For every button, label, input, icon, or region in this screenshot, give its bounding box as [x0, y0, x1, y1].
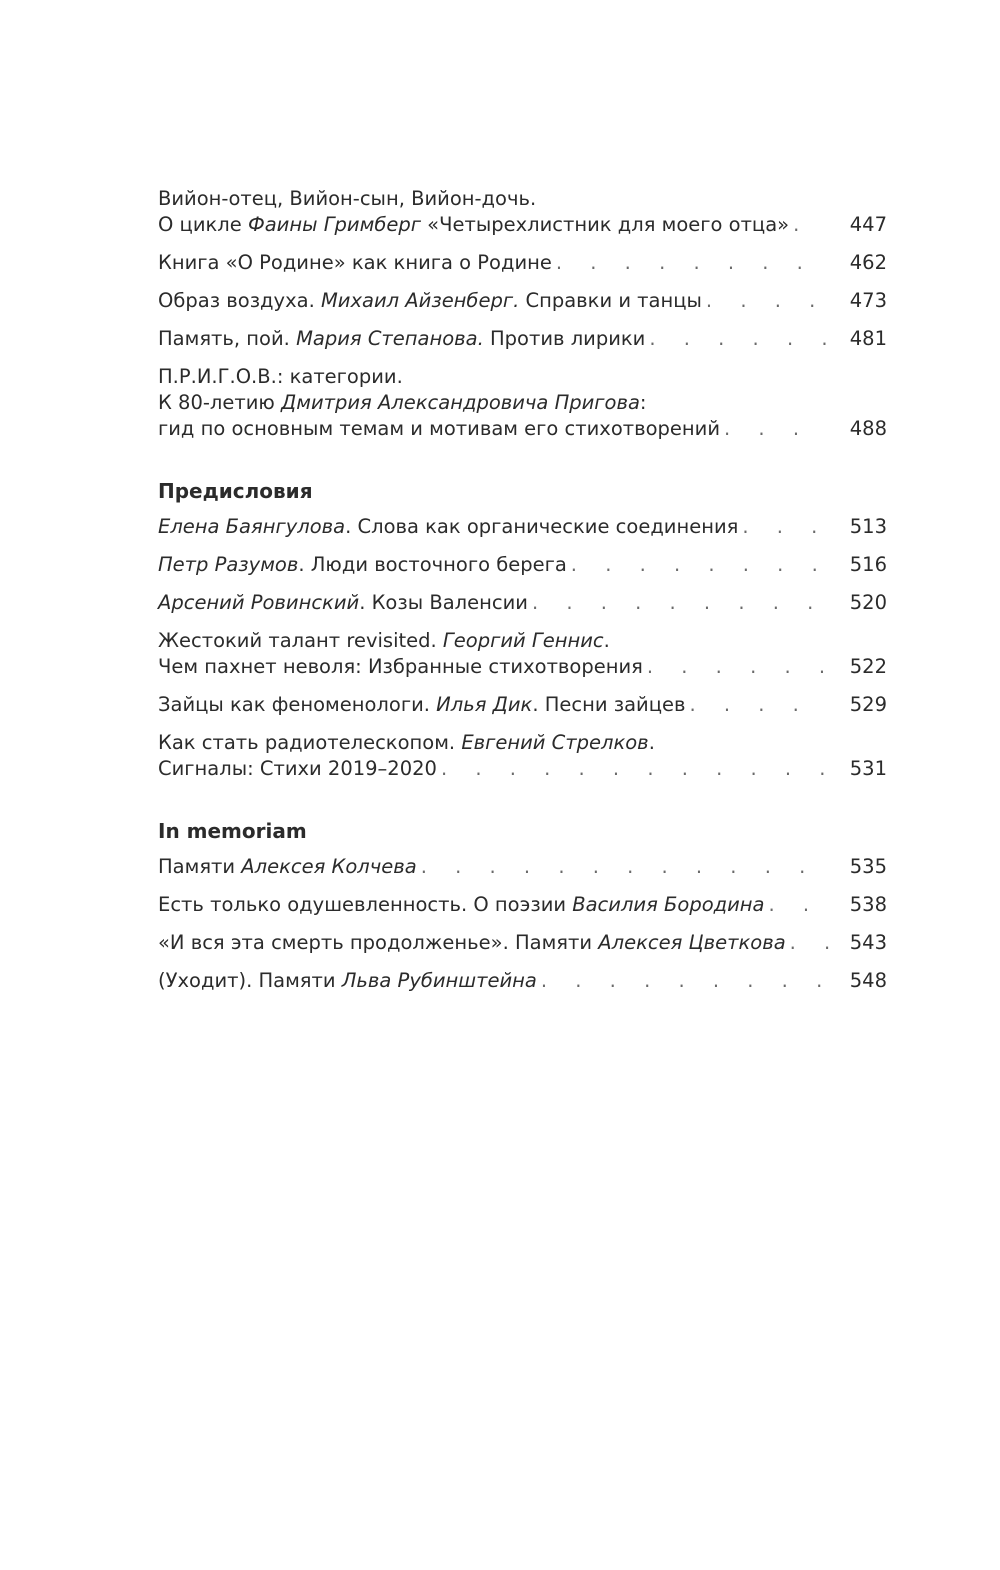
toc-entry-last-line — [158, 212, 887, 238]
entry-title-line — [158, 590, 528, 616]
entry-text-run: К 80-летию — [158, 391, 281, 414]
dot-leader — [765, 892, 830, 918]
page-number: 535 — [849, 855, 887, 878]
page-number: 543 — [849, 931, 887, 954]
entry-text-run: Вийон-отец, Вийон-сын, Вийон-дочь. — [158, 187, 537, 210]
toc-entry-last-line — [158, 250, 887, 276]
page-number: 473 — [849, 289, 887, 312]
toc-entry[interactable] — [158, 930, 887, 956]
entry-title-line — [158, 514, 738, 540]
toc-entry[interactable] — [158, 326, 887, 352]
entry-text-run: Памяти — [158, 855, 242, 878]
entry-text-run: О цикле — [158, 213, 248, 236]
page-number: 548 — [849, 969, 887, 992]
author-name: Фаины Гримберг — [247, 213, 421, 236]
toc-entry-last-line — [158, 416, 887, 442]
dot-leader — [437, 756, 829, 782]
toc-entry-last-line — [158, 854, 887, 880]
entry-title-line — [158, 416, 720, 442]
author-name: Петр Разумов — [158, 553, 299, 576]
section-heading: In memoriam — [158, 819, 307, 843]
author-name: Льва Рубинштейна — [341, 969, 537, 992]
entry-text-run: Как стать радиотелескопом. — [158, 731, 462, 754]
dot-leader — [643, 654, 829, 680]
entry-text-run: . — [648, 731, 655, 754]
toc-entry[interactable] — [158, 250, 887, 276]
toc-section — [158, 818, 887, 994]
toc-section — [158, 186, 887, 442]
dot-leader — [789, 212, 829, 238]
entry-text-run: Жестокий талант revisited. — [158, 629, 443, 652]
dot-leader — [685, 692, 829, 718]
toc-entry-last-line — [158, 654, 887, 680]
entry-text-run: . Козы Валенсии — [359, 591, 528, 614]
page-number: 529 — [849, 693, 887, 716]
dot-leader — [702, 288, 829, 314]
toc-entry[interactable] — [158, 186, 887, 238]
entry-text-run: (Уходит). Памяти — [158, 969, 342, 992]
entry-text-run: Есть только одушевленность. О поэзии — [158, 893, 573, 916]
entry-title-line — [158, 968, 537, 994]
dot-leader — [786, 930, 829, 956]
toc-section — [158, 478, 887, 782]
toc-entry[interactable] — [158, 892, 887, 918]
toc-entry[interactable] — [158, 854, 887, 880]
entry-title-line — [158, 654, 643, 680]
entry-title-line — [158, 212, 789, 238]
entry-text-run: Против лирики — [483, 327, 646, 350]
entry-title-line — [158, 892, 765, 918]
author-name: Михаил Айзенберг. — [320, 289, 520, 312]
toc-entry[interactable] — [158, 628, 887, 680]
toc-entry[interactable] — [158, 692, 887, 718]
author-name: Георгий Геннис — [442, 629, 604, 652]
entry-title-line — [158, 756, 437, 782]
author-name: Евгений Стрелков — [461, 731, 649, 754]
author-name: Алексея Колчева — [241, 855, 417, 878]
entry-text-run: П.Р.И.Г.О.В.: категории. — [158, 365, 403, 388]
table-of-contents — [158, 186, 887, 1006]
entry-text-run: «Четырехлистник для моего отца» — [420, 213, 790, 236]
author-name: Илья Дик — [436, 693, 533, 716]
entry-text-run: «И вся эта смерть продолженье». Памяти — [158, 931, 599, 954]
entry-text-run: Память, пой. — [158, 327, 297, 350]
toc-entry-last-line — [158, 552, 887, 578]
toc-entry-last-line — [158, 756, 887, 782]
author-name: Арсений Ровинский — [158, 591, 360, 614]
toc-entry[interactable] — [158, 968, 887, 994]
toc-entry-last-line — [158, 288, 887, 314]
entry-title-line — [158, 186, 887, 212]
entry-title-line — [158, 730, 887, 756]
toc-entry[interactable] — [158, 730, 887, 782]
dot-leader — [417, 854, 829, 880]
dot-leader — [537, 968, 829, 994]
page-number: 516 — [849, 553, 887, 576]
entry-text-run: Зайцы как феноменологи. — [158, 693, 437, 716]
toc-entry[interactable] — [158, 514, 887, 540]
entry-text-run: гид по основным темам и мотивам его стихотворений — [158, 417, 721, 440]
entry-title-line — [158, 692, 685, 718]
page-number: 513 — [849, 515, 887, 538]
page-number: 531 — [849, 757, 887, 780]
toc-entry[interactable] — [158, 288, 887, 314]
entry-text-run: Сигналы: Стихи 2019–2020 — [158, 757, 437, 780]
entry-title-line — [158, 930, 786, 956]
entry-text-run: Чем пахнет неволя: Избранные стихотворения — [158, 655, 643, 678]
entry-title-line — [158, 288, 702, 314]
entry-text-run: Книга «О Родине» как книга о Родине — [158, 251, 552, 274]
section-heading: Предисловия — [158, 479, 313, 503]
page-number: 488 — [849, 417, 887, 440]
toc-entry-last-line — [158, 930, 887, 956]
page-number: 481 — [849, 327, 887, 350]
page-number: 462 — [849, 251, 887, 274]
entry-title-line — [158, 326, 645, 352]
entry-title-line — [158, 364, 887, 390]
page-number: 447 — [849, 213, 887, 236]
toc-entry-last-line — [158, 514, 887, 540]
author-name: Мария Степанова. — [296, 327, 484, 350]
toc-entry[interactable] — [158, 552, 887, 578]
entry-text-run: Образ воздуха. — [158, 289, 321, 312]
toc-entry-last-line — [158, 892, 887, 918]
entry-text-run: : — [639, 391, 647, 414]
toc-entry[interactable] — [158, 590, 887, 616]
entry-text-run: . Песни зайцев — [532, 693, 686, 716]
dot-leader — [720, 416, 829, 442]
author-name: Елена Баянгулова — [158, 515, 346, 538]
dot-leader — [552, 250, 829, 276]
toc-entry-last-line — [158, 968, 887, 994]
dot-leader — [567, 552, 829, 578]
page-number: 522 — [849, 655, 887, 678]
author-name: Василия Бородина — [572, 893, 765, 916]
page-number: 538 — [849, 893, 887, 916]
entry-title-line — [158, 628, 887, 654]
toc-entry-last-line — [158, 326, 887, 352]
entry-title-line — [158, 552, 567, 578]
entry-title-line — [158, 250, 552, 276]
dot-leader — [645, 326, 829, 352]
dot-leader — [528, 590, 829, 616]
author-name: Дмитрия Александровича Пригова — [281, 391, 640, 414]
entry-title-line — [158, 854, 417, 880]
entry-text-run: . Люди восточного берега — [298, 553, 567, 576]
entry-text-run: . Слова как органические соединения — [345, 515, 739, 538]
toc-entry-last-line — [158, 692, 887, 718]
entry-text-run: Справки и танцы — [519, 289, 702, 312]
author-name: Алексея Цветкова — [598, 931, 786, 954]
toc-entry-last-line — [158, 590, 887, 616]
page-number: 520 — [849, 591, 887, 614]
entry-title-line — [158, 390, 887, 416]
dot-leader — [738, 514, 829, 540]
toc-entry[interactable] — [158, 364, 887, 442]
entry-text-run: . — [603, 629, 610, 652]
